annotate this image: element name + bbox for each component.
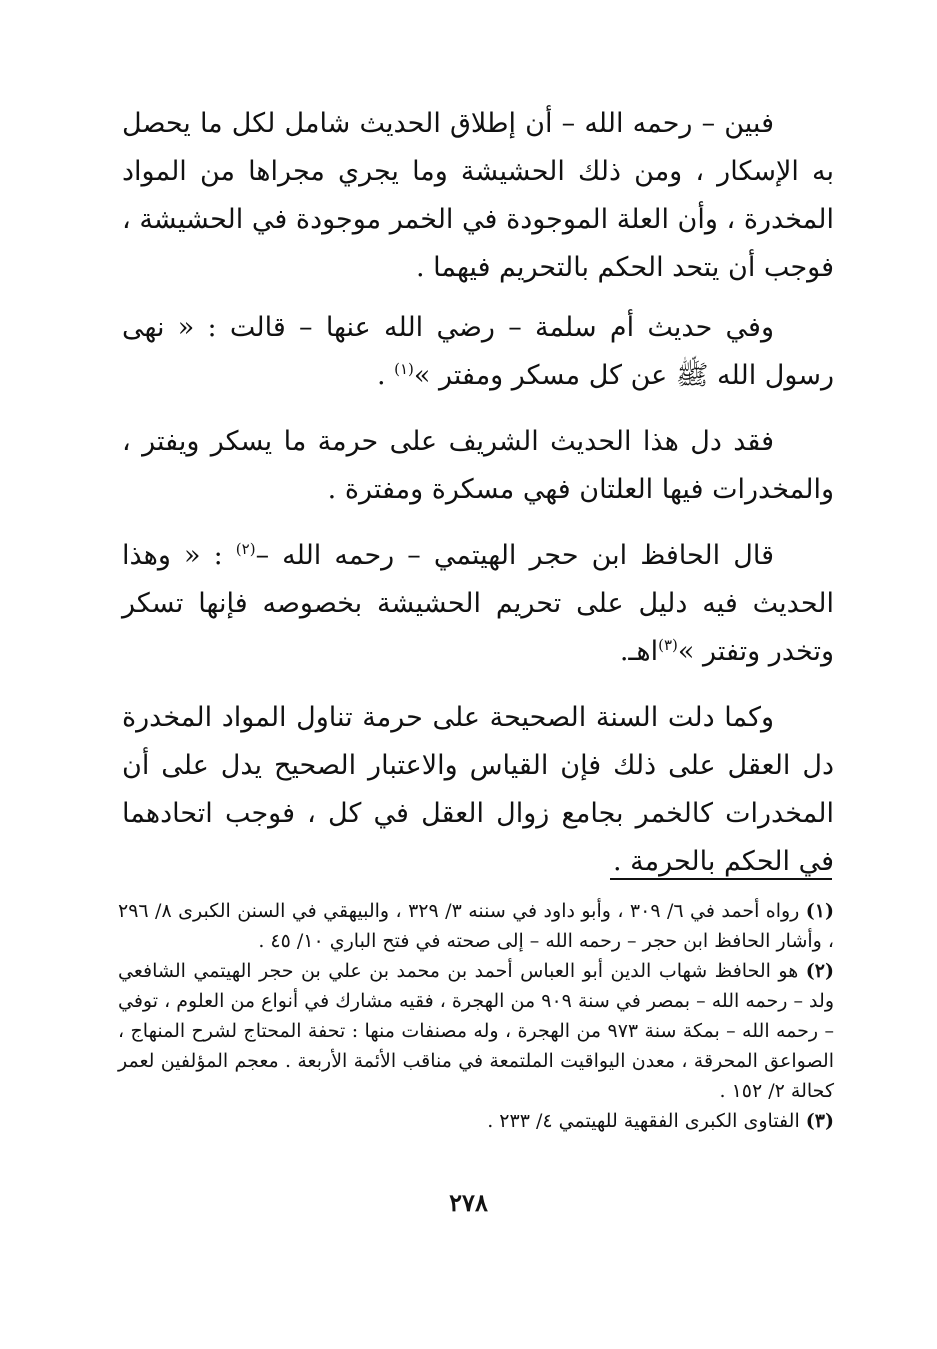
paragraph-4-end: اهـ. (619, 636, 659, 667)
paragraph-4-text: قال الحافظ ابن حجر الهيتمي – رحمه الله – (255, 540, 774, 571)
paragraph-3: فقد دل هذا الحديث الشريف على حرمة ما يسكر ويفتر ، والمخدرات فيها العلتان فهي مسكرة ومفترة . (122, 426, 834, 505)
footnotes (118, 896, 834, 1136)
footnote-2 (118, 956, 834, 1106)
footnote-2-number: (٢) (805, 960, 834, 982)
footnote-1-number: (١) (805, 900, 835, 922)
footnote-2-text: هو الحافظ شهاب الدين أبو العباس أحمد بن محمد بن علي بن حجر الهيتمي الشافعي ولد – رحمه الله – بمصر في سنة ٩٠٩ من الهجرة ، فقيه مشارك في أنواع من العلوم ، توفي – رحمه الله – بمكة سنة ٩٧٣ من الهجرة ، وله مصنفات منها : تحفة المحتاج لشرح المنهاج ، الصواعق المحرقة ، معدن اليواقيت الملتمعة في مناقب الأئمة الأربعة . معجم المؤلفين لعمر كحالة ٢/ ١٥٢ . (118, 960, 834, 1102)
main-text (122, 100, 834, 904)
footnote-1-text: رواه أحمد في ٦/ ٣٠٩ ، وأبو داود في سننه ٣/ ٣٢٩ ، والبيهقي في السنن الكبرى ٨/ ٢٩٦ ، وأشار الحافظ ابن حجر – رحمه الله – إلى صحته في فتح الباري ١٠/ ٤٥ . (118, 900, 834, 952)
paragraph-4 (122, 532, 834, 676)
paragraph-2-end: . (376, 360, 395, 391)
footnote-3 (118, 1106, 834, 1136)
footnote-separator (610, 878, 832, 880)
footnote-3-text: الفتاوى الكبرى الفقهية للهيتمي ٤/ ٢٣٣ . (487, 1110, 806, 1132)
footnote-ref-1: (١) (394, 360, 414, 378)
paragraph-2 (122, 304, 834, 400)
paragraph-5: وكما دلت السنة الصحيحة على حرمة تناول المواد المخدرة دل العقل على ذلك فإن القياس والاعتبار الصحيح يدل على أن المخدرات كالخمر بجامع زوال العقل في كل ، فوجب اتحادهما في الحكم بالحرمة . (122, 702, 834, 877)
footnote-3-number: (٣) (805, 1110, 834, 1132)
footnote-1 (118, 896, 834, 956)
paragraph-1: فبين – رحمه الله – أن إطلاق الحديث شامل لكل ما يحصل به الإسكار ، ومن ذلك الحشيشة وما يجري مجراها من المواد المخدرة ، وأن العلة الموجودة في الخمر موجودة في الحشيشة ، فوجب أن يتحد الحكم بالتحريم فيهما . (122, 108, 834, 283)
footnote-ref-2: (٢) (235, 540, 256, 558)
paragraph-4-quote: : « وهذا الحديث فيه دليل على تحريم الحشيشة بخصوصه فإنها تسكر وتخدر وتفتر » (122, 540, 834, 667)
footnote-ref-3: (٣) (658, 636, 678, 654)
page-number: ٢٧٨ (449, 1188, 488, 1217)
paragraph-2-text: وفي حديث أم سلمة – رضي الله عنها – قالت : « نهى رسول الله ﷺ عن كل مسكر ومفتر » (122, 312, 834, 391)
